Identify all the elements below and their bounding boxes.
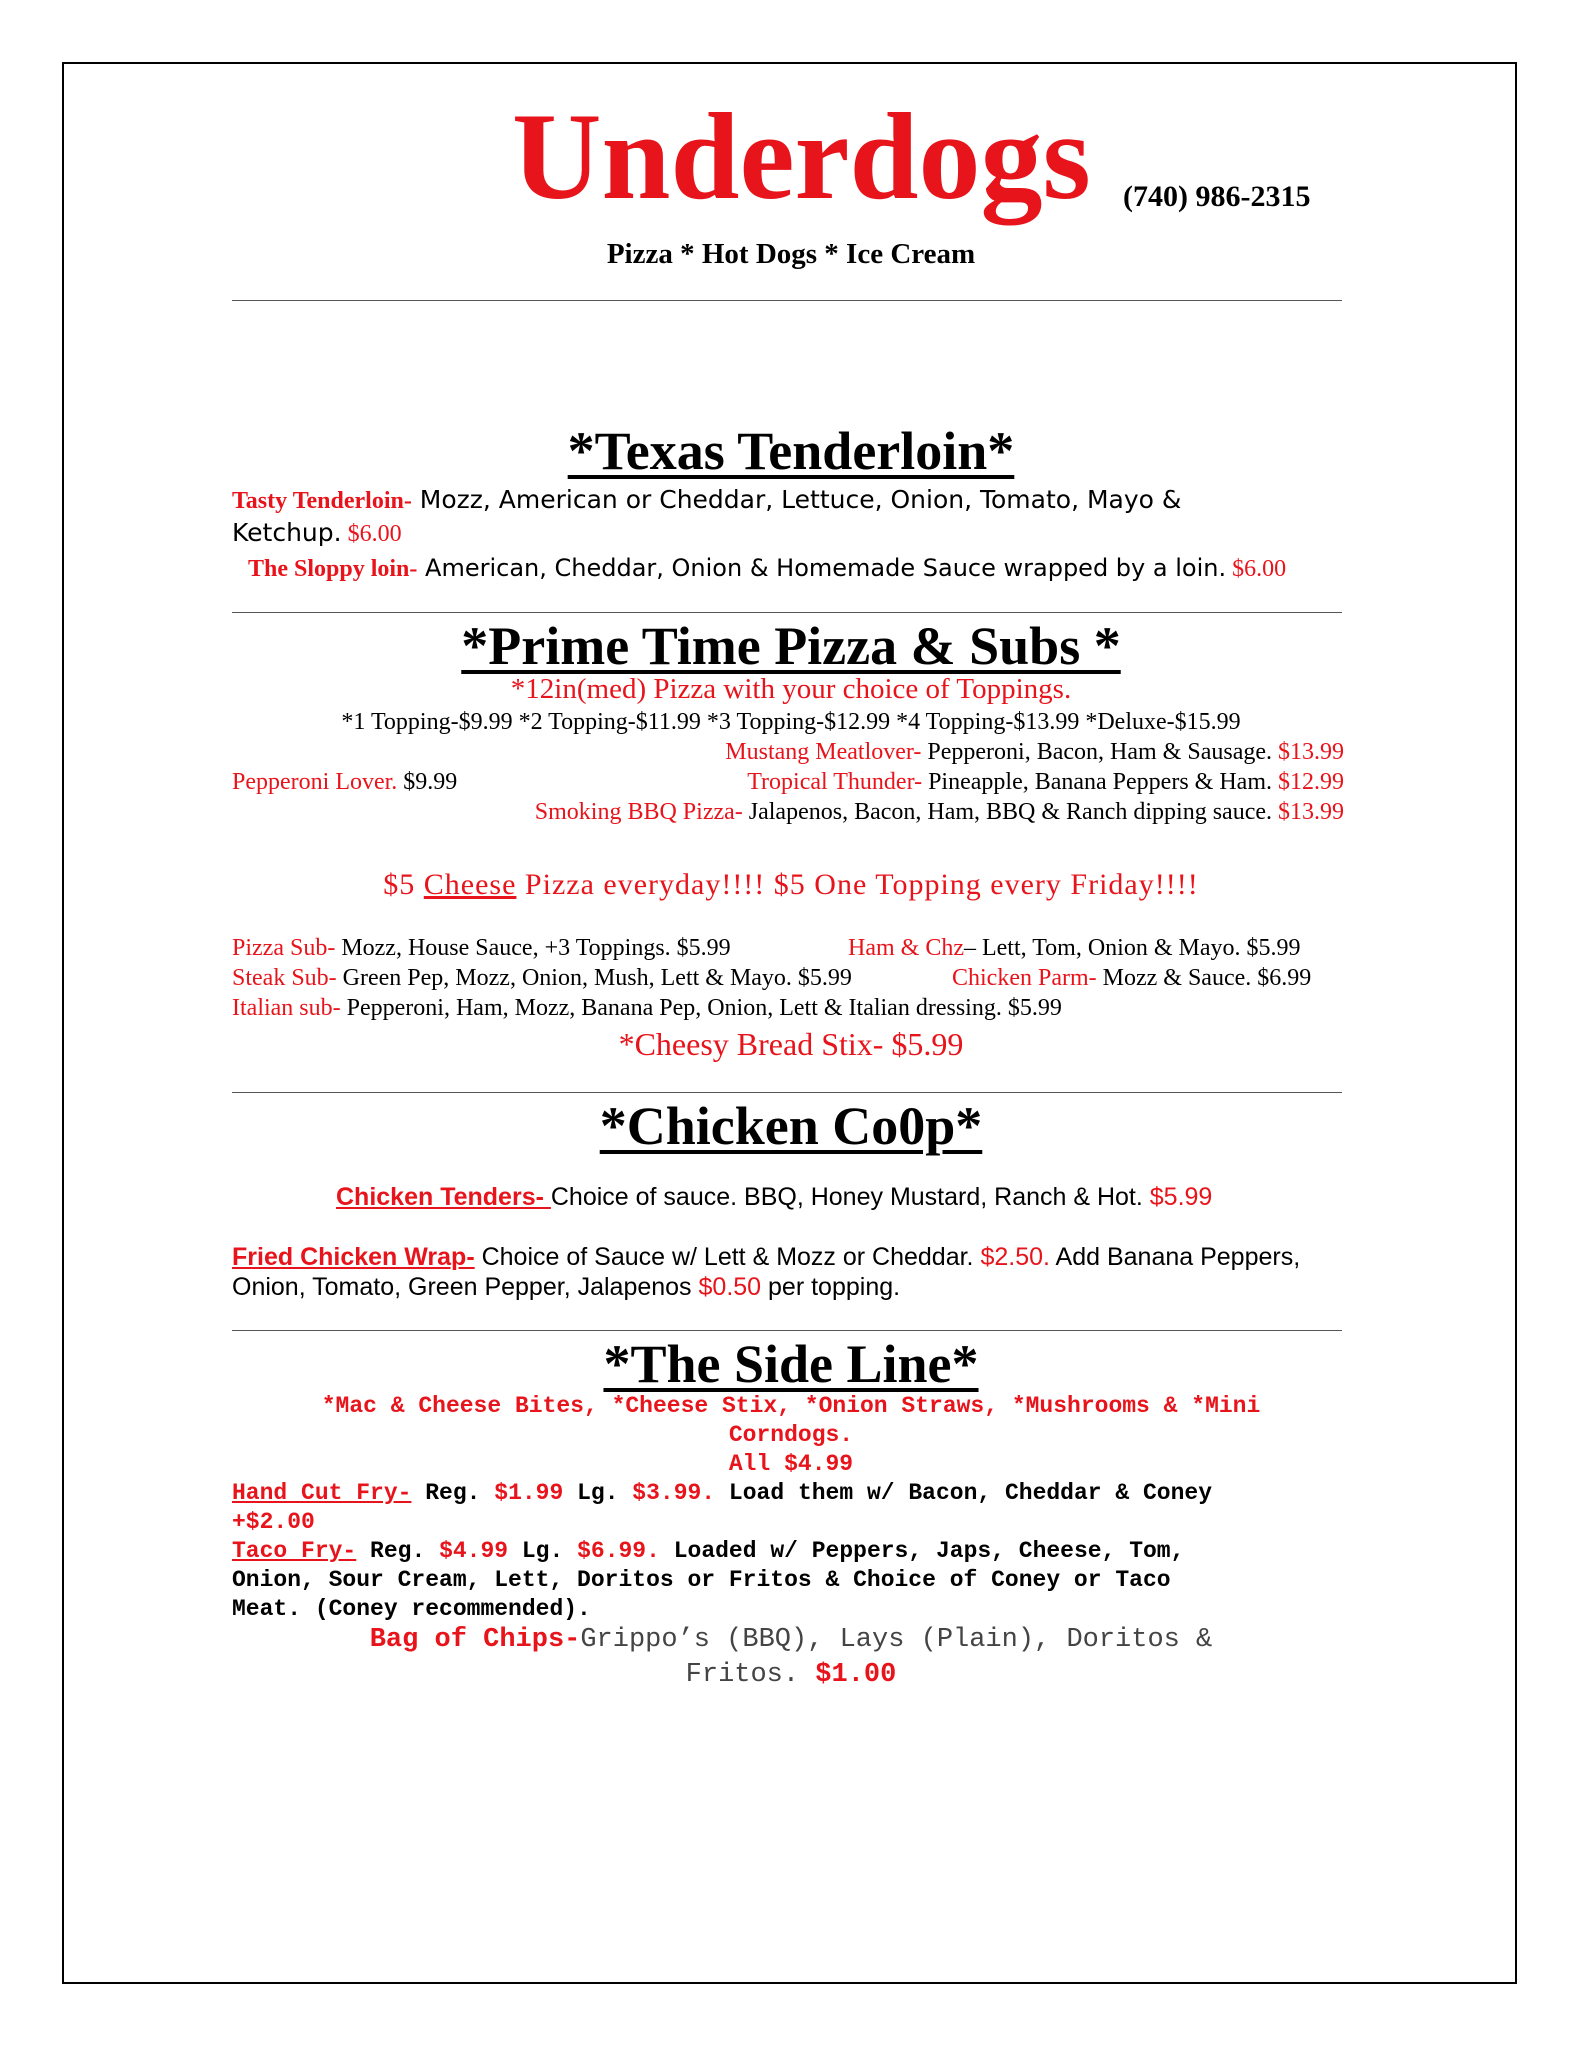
item-name: The Sloppy loin-	[248, 556, 418, 582]
section-heading-chicken: *Chicken Co0p*	[599, 1096, 983, 1156]
divider	[232, 1330, 1342, 1331]
item-name: Ham & Chz	[848, 935, 964, 961]
item-desc: Choice of sauce. BBQ, Honey Mustard, Ranch & Hot.	[550, 1183, 1143, 1211]
divider	[232, 612, 1342, 613]
item-name: Tropical Thunder-	[747, 769, 923, 795]
item-price: $9.99	[397, 769, 458, 795]
menu-item-sloppy-loin	[248, 554, 1286, 583]
promo-banner: $5 Cheese Pizza everyday!!!! $5 One Topping every Friday!!!!	[383, 868, 1199, 901]
item-desc: Mozz & Sauce. $6.99	[1096, 965, 1312, 991]
menu-item-pizza-sub	[232, 935, 731, 962]
item-name: Smoking BBQ Pizza-	[534, 799, 743, 825]
item-price: $6.00	[341, 521, 402, 547]
item-price: $0.50	[691, 1273, 762, 1301]
restaurant-title: Underdogs	[512, 88, 1091, 225]
sides-list: *Mac & Cheese Bites, *Cheese Stix, *Onion Straws, *Mushrooms & *Mini	[321, 1393, 1261, 1419]
item-price: $13.99	[1272, 739, 1344, 765]
item-price: $6.99.	[577, 1538, 660, 1564]
menu-item-smoking-bbq	[535, 799, 1344, 826]
menu-item-tasty-tenderloin	[232, 485, 1181, 515]
menu-item-tasty-tenderloin-cont	[232, 518, 402, 548]
item-name: Fried Chicken Wrap-	[232, 1243, 475, 1271]
item-desc: Choice of Sauce w/ Lett & Mozz or Cheddar.	[474, 1243, 974, 1271]
item-desc: Fritos.	[685, 1660, 800, 1690]
cheesy-bread-stix: *Cheesy Bread Stix- $5.99	[618, 1026, 964, 1062]
item-desc: American, Cheddar, Onion & Homemade Sauce wrapped by a loin.	[417, 554, 1227, 582]
item-desc: Grippo’s (BBQ), Lays (Plain), Doritos &	[580, 1625, 1213, 1655]
menu-item-steak-sub	[232, 965, 852, 992]
item-price: $1.99	[494, 1480, 564, 1506]
phone-number: (740) 986-2315	[1123, 180, 1311, 213]
menu-item-fried-chicken-wrap	[232, 1243, 1300, 1272]
item-desc: per topping.	[761, 1273, 901, 1301]
menu-item-ham-chz	[848, 935, 1301, 962]
item-desc: Mozz, House Sauce, +3 Toppings. $5.99	[335, 935, 731, 961]
section-heading-texas: *Texas Tenderloin*	[567, 421, 1015, 481]
menu-item-chicken-tenders	[336, 1183, 1212, 1212]
menu-item-taco-fry: Taco Fry- Reg. $4.99 Lg. $6.99. Loaded w/ Peppers, Japs, Cheese, Tom,	[232, 1538, 1185, 1564]
item-desc: Ketchup.	[232, 518, 342, 547]
item-name: Italian sub-	[232, 995, 341, 1021]
item-price: $2.50.	[973, 1243, 1050, 1271]
menu-item-tropical-thunder	[747, 769, 1344, 796]
taco-fry-desc-cont: Meat. (Coney recommended).	[232, 1596, 591, 1622]
item-desc: Load them w/ Bacon, Cheddar & Coney	[715, 1480, 1213, 1506]
item-desc: Onion, Tomato, Green Pepper, Jalapenos	[232, 1273, 692, 1301]
item-desc: Mozz, American or Cheddar, Lettuce, Onion, Tomato, Mayo &	[411, 485, 1182, 514]
divider	[232, 1092, 1342, 1093]
sides-price: All $4.99	[728, 1451, 854, 1477]
item-name: Pepperoni Lover.	[232, 769, 398, 795]
item-name: Taco Fry-	[232, 1538, 357, 1564]
item-price: $1.00	[799, 1660, 897, 1690]
item-name: Steak Sub-	[232, 965, 337, 991]
menu-item-hand-cut-fry: Hand Cut Fry- Reg. $1.99 Lg. $3.99. Load them w/ Bacon, Cheddar & Coney	[232, 1480, 1213, 1506]
menu-item-italian-sub	[232, 995, 1062, 1022]
item-desc: Pepperoni, Ham, Mozz, Banana Pep, Onion, Lett & Italian dressing. $5.99	[340, 995, 1062, 1021]
menu-item-chicken-parm	[952, 965, 1311, 992]
item-price: $13.99	[1272, 799, 1344, 825]
item-desc: Loaded w/ Peppers, Japs, Cheese, Tom,	[659, 1538, 1185, 1564]
item-desc: Green Pep, Mozz, Onion, Mush, Lett & Mayo. $5.99	[336, 965, 852, 991]
section-heading-side: *The Side Line*	[603, 1334, 979, 1394]
divider	[232, 300, 1342, 301]
sides-list-cont: Corndogs.	[728, 1422, 854, 1448]
taco-fry-desc: Onion, Sour Cream, Lett, Doritos or Fritos & Choice of Coney or Taco	[232, 1567, 1171, 1593]
menu-item-fried-chicken-wrap-cont	[232, 1273, 900, 1302]
hand-cut-fry-load-price: +$2.00	[232, 1509, 315, 1535]
item-desc: Pineapple, Banana Peppers & Ham.	[922, 769, 1272, 795]
item-name: Hand Cut Fry-	[232, 1480, 412, 1506]
item-price: $12.99	[1272, 769, 1344, 795]
item-name: Mustang Meatlover-	[725, 739, 922, 765]
item-price: $5.99	[1142, 1183, 1213, 1211]
menu-item-bag-of-chips	[0, 1625, 1582, 1655]
item-desc: Jalapenos, Bacon, Ham, BBQ & Ranch dipping sauce.	[742, 799, 1272, 825]
toppings-prices: *1 Topping-$9.99 *2 Topping-$11.99 *3 Topping-$12.99 *4 Topping-$13.99 *Deluxe-$15.99	[341, 709, 1241, 735]
item-name: Tasty Tenderloin-	[232, 488, 412, 514]
item-desc: – Lett, Tom, Onion & Mayo. $5.99	[963, 935, 1301, 961]
menu-item-mustang-meatlover	[725, 739, 1344, 766]
item-price: $6.00	[1226, 556, 1287, 582]
section-heading-pizza: *Prime Time Pizza & Subs *	[461, 616, 1121, 676]
pizza-intro: *12in(med) Pizza with your choice of Toppings.	[510, 673, 1072, 705]
item-price: $4.99	[439, 1538, 509, 1564]
item-price: $3.99.	[632, 1480, 716, 1506]
item-name: Chicken Tenders-	[336, 1183, 551, 1211]
menu-item-bag-of-chips-cont	[0, 1660, 1582, 1690]
item-desc: Add Banana Peppers,	[1049, 1243, 1301, 1271]
page-border	[62, 62, 1517, 1984]
item-name: Bag of Chips-	[369, 1625, 581, 1655]
menu-item-pepperoni-lover	[232, 769, 457, 796]
item-name: Pizza Sub-	[232, 935, 336, 961]
item-name: Chicken Parm-	[952, 965, 1097, 991]
item-desc: Pepperoni, Bacon, Ham & Sausage.	[921, 739, 1272, 765]
tagline: Pizza * Hot Dogs * Ice Cream	[606, 238, 976, 270]
